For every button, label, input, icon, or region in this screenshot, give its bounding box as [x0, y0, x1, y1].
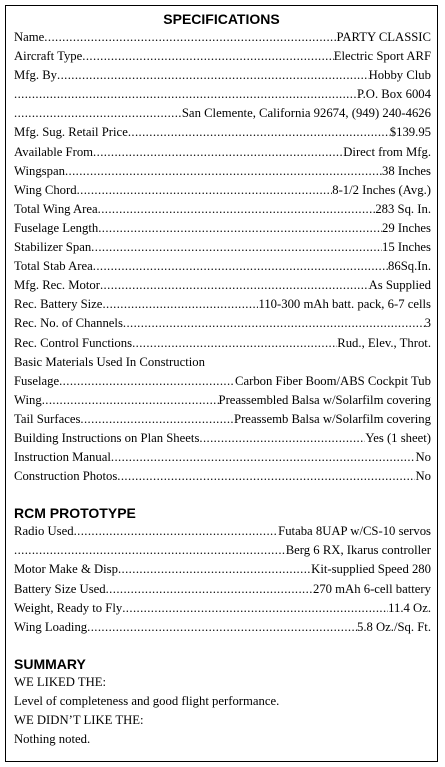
- spec-value: No: [415, 450, 431, 465]
- spec-row-total-wing-area: [14, 200, 431, 219]
- spec-label: Wing Loading: [14, 619, 88, 634]
- spec-label: Wingspan: [14, 163, 65, 178]
- proto-row-radio: [14, 522, 431, 541]
- proto-row-motor: [14, 560, 431, 579]
- leader-dots: [77, 181, 333, 200]
- spec-row-rec-battery: [14, 295, 431, 314]
- leader-dots: [102, 295, 258, 314]
- material-row-wing: [14, 391, 431, 410]
- leader-dots: [82, 47, 333, 66]
- spec-label: Mfg. Rec. Motor: [14, 278, 100, 293]
- summary-heading: SUMMARY: [14, 655, 86, 672]
- spec-value: 270 mAh 6-cell battery: [312, 581, 431, 596]
- disliked-heading: WE DIDN’T LIKE THE:: [14, 713, 144, 727]
- proto-row-weight: [14, 599, 431, 618]
- specifications-heading: SPECIFICATIONS: [163, 11, 280, 27]
- material-row-instruction-manual: [14, 448, 431, 467]
- leader-dots: [80, 410, 234, 429]
- liked-heading: WE LIKED THE:: [14, 674, 107, 689]
- spec-label: Building Instructions on Plan Sheets: [14, 430, 200, 445]
- spec-label: Stabilizer Span: [14, 240, 92, 255]
- leader-dots: [93, 257, 388, 276]
- material-row-construction-photos: [14, 467, 431, 486]
- leader-dots: [42, 391, 219, 410]
- leader-dots: [93, 143, 343, 162]
- spec-value: Berg 6 RX, Ikarus controller: [285, 543, 431, 558]
- liked-text: Level of completeness and good flight performance.: [14, 693, 280, 708]
- spec-value: 3: [424, 316, 431, 331]
- leader-dots: [59, 372, 235, 391]
- spec-value: Preassembled Balsa w/Solarfilm covering: [218, 392, 431, 407]
- proto-row-battery: [14, 580, 431, 599]
- leader-dots: [100, 276, 369, 295]
- spec-value: 110-300 mAh batt. pack, 6-7 cells: [258, 297, 431, 312]
- spec-value: Direct from Mfg.: [343, 144, 431, 159]
- spec-value: Preassemb Balsa w/Solarfilm covering: [234, 411, 431, 426]
- leader-dots: [199, 429, 365, 448]
- section-gap: [6, 486, 437, 505]
- spec-label: Battery Size Used: [14, 581, 106, 596]
- spec-row-rec-motor: [14, 276, 431, 295]
- spec-row-wingspan: [14, 162, 431, 181]
- leader-dots: [117, 467, 415, 486]
- leader-dots: [91, 238, 382, 257]
- spec-value: 11.4 Oz.: [388, 600, 431, 615]
- spec-row-total-stab-area: [14, 257, 431, 276]
- leader-dots: [14, 541, 286, 560]
- spec-value: 283 Sq. In.: [375, 201, 431, 216]
- spec-label: Total Stab Area: [14, 259, 93, 274]
- spec-value: 5.8 Oz./Sq. Ft.: [356, 619, 431, 634]
- spec-label: Motor Make & Disp: [14, 562, 118, 577]
- spec-label: Rec. Battery Size: [14, 297, 103, 312]
- spec-sheet: [5, 5, 438, 762]
- spec-label: Total Wing Area: [14, 201, 98, 216]
- leader-dots: [87, 618, 357, 637]
- spec-value: 8-1/2 Inches (Avg.): [332, 182, 431, 197]
- spec-value: Yes (1 sheet): [365, 430, 431, 445]
- spec-row-rec-channels: [14, 314, 431, 333]
- spec-value: Futaba 8UAP w/CS-10 servos: [278, 524, 431, 539]
- spec-label: Rec. Control Functions: [14, 335, 133, 350]
- leader-dots: [122, 599, 388, 618]
- spec-label: Mfg. Sug. Retail Price: [14, 125, 128, 140]
- spec-value: Hobby Club: [368, 68, 431, 83]
- spec-value: 38 Inches: [382, 163, 431, 178]
- spec-label: Available From: [14, 144, 94, 159]
- leader-dots: [128, 123, 390, 142]
- spec-row-mfg-by: [14, 66, 431, 85]
- material-row-plan-sheets: [14, 429, 431, 448]
- spec-value: Kit-supplied Speed 280: [311, 562, 431, 577]
- leader-dots: [123, 314, 425, 333]
- material-row-tail-surfaces: [14, 410, 431, 429]
- leader-dots: [118, 560, 311, 579]
- leader-dots: [106, 580, 313, 599]
- leader-dots: [14, 104, 182, 123]
- section-gap: [6, 637, 437, 656]
- spec-label: Wing: [14, 392, 42, 407]
- spec-label: Name: [14, 30, 45, 44]
- proto-row-radio-cont: [14, 541, 431, 560]
- material-row-fuselage: [14, 372, 431, 391]
- spec-label: Instruction Manual: [14, 450, 111, 465]
- spec-value: PARTY CLASSIC: [336, 30, 431, 44]
- spec-label: Fuselage Length: [14, 220, 99, 235]
- spec-label: Wing Chord: [14, 182, 77, 197]
- leader-dots: [111, 448, 416, 467]
- spec-row-address-po-box: [14, 85, 431, 104]
- leader-dots: [98, 219, 382, 238]
- spec-label: Aircraft Type: [14, 49, 83, 64]
- spec-label: Fuselage: [14, 373, 60, 388]
- leader-dots: [132, 334, 337, 353]
- spec-row-retail-price: [14, 123, 431, 142]
- spec-label: Weight, Ready to Fly: [14, 600, 123, 615]
- spec-value: No: [415, 469, 431, 484]
- leader-dots: [57, 66, 369, 85]
- spec-value: San Clemente, California 92674, (949) 240-4626: [181, 106, 431, 121]
- leader-dots: [74, 522, 279, 541]
- spec-row-available-from: [14, 143, 431, 162]
- spec-value: 86Sq.In.: [388, 259, 431, 274]
- spec-row-wing-chord: [14, 181, 431, 200]
- spec-label: Construction Photos: [14, 469, 118, 484]
- spec-row-rec-control-functions: [14, 334, 431, 353]
- spec-value: Electric Sport ARF: [333, 49, 431, 64]
- spec-label: Tail Surfaces: [14, 411, 81, 426]
- spec-row-name: [14, 28, 431, 47]
- leader-dots: [65, 162, 382, 181]
- spec-label: Mfg. By: [14, 68, 57, 83]
- materials-heading: Basic Materials Used In Construction: [14, 354, 205, 369]
- prototype-heading: RCM PROTOTYPE: [14, 505, 136, 522]
- spec-label: Radio Used: [14, 524, 74, 539]
- spec-row-fuselage-length: [14, 219, 431, 238]
- disliked-text: Nothing noted.: [14, 732, 91, 747]
- spec-value: Carbon Fiber Boom/ABS Cockpit Tub: [235, 373, 431, 388]
- spec-value: 29 Inches: [382, 220, 431, 235]
- spec-value: 15 Inches: [382, 240, 431, 255]
- spec-row-address-city: [14, 104, 431, 123]
- spec-value: P.O. Box 6004: [356, 87, 431, 102]
- leader-dots: [98, 200, 376, 219]
- spec-row-aircraft-type: [14, 47, 431, 66]
- proto-row-wing-loading: [14, 618, 431, 637]
- leader-dots: [44, 28, 336, 47]
- spec-value: As Supplied: [368, 278, 431, 293]
- spec-row-stabilizer-span: [14, 238, 431, 257]
- leader-dots: [14, 85, 357, 104]
- spec-value: $139.95: [389, 125, 431, 140]
- spec-value: Rud., Elev., Throt.: [337, 335, 431, 350]
- spec-label: Rec. No. of Channels: [14, 316, 123, 331]
